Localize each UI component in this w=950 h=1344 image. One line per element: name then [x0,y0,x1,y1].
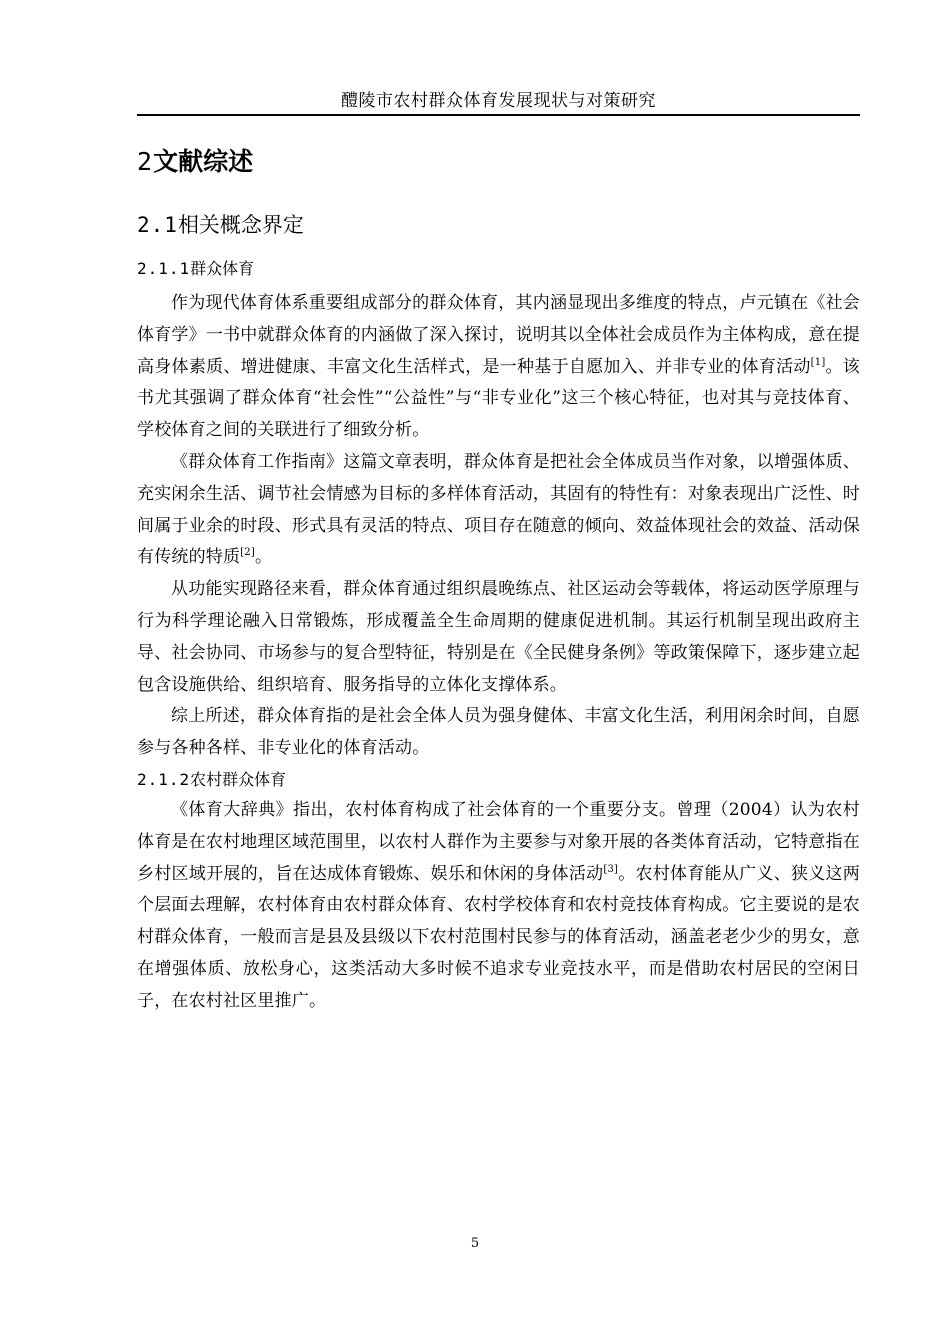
section-heading [137,208,860,242]
subsection-title: 群众体育 [190,259,255,278]
paragraph-text: 综上所述，群众体育指的是社会全体人员为强身健体、丰富文化生活，利用闲余时间，自愿参与各种各样、非专业化的体育活动。 [137,706,860,759]
section-title: 相关概念界定 [177,213,304,237]
subsection-number: 2.1.2 [137,769,191,789]
citation: [1] [810,356,826,368]
subsection-number: 2.1.1 [137,259,191,278]
subsection-title: 农村群众体育 [190,769,287,789]
chapter-heading [137,142,860,182]
paragraph-text: 《群众体育工作指南》这篇文章表明，群众体育是把社会全体成员当作对象，以增强体质、充实闲余生活、调节社会情感为目标的多样体育活动，其固有的特性有：对象表现出广泛性、时间属于业余的时段、形式具有灵活的特点、项目存在随意的倾向、效益体现社会的效益、活动保有传统的特质 [137,451,860,568]
paragraph-text: 。 [254,547,273,568]
paragraph-text: 从功能实现路径来看，群众体育通过组织晨晚练点、社区运动会等载体，将运动医学原理与行为科学理论融入日常锻炼，形成覆盖全生命周期的健康促进机制。其运行机制呈现出政府主导、社会协同、市场参与的复合型特征，特别是在《全民健身条例》等政策保障下，逐步建立起包含设施供给、组织培育、服务指导的立体化支撑体系。 [137,579,860,695]
paragraph-text: 《体育大辞典》指出，农村体育构成了社会体育的一个重要分支。曾理（2004）认为农村体育是在农村地理区域范围里，以农村人群作为主要参与对象开展的各类体育活动，它特意指在乡村区域开展的，旨在达成体育锻炼、娱乐和休闲的身体活动 [137,799,860,884]
paragraph [137,288,860,447]
citation: [2] [240,547,255,559]
paragraph [137,701,860,765]
section-number: 2.1 [137,213,178,237]
chapter-number: 2 [137,147,154,176]
paragraph [137,795,860,1018]
running-header: 醴陵市农村群众体育发展现状与对策研究 [137,88,860,116]
citation: [3] [603,863,619,875]
paragraph [137,447,860,574]
page-body [137,140,860,1018]
paragraph-text: 。农村体育能从广义、狭义这两个层面去理解，农村体育由农村群众体育、农村学校体育和农村竞技体育构成。它主要说的是农村群众体育，一般而言是县及县级以下农村范围村民参与的体育活动，涵盖老老少少的男女，意在增强体质、放松身心，这类活动大多时候不追求专业竞技水平，而是借助农村居民的空闲日子，在农村社区里推广。 [137,863,860,1011]
chapter-title: 文献综述 [153,147,254,176]
subsection-heading-1 [137,254,860,284]
paragraph [137,574,860,701]
page-number: 5 [470,1236,480,1251]
paragraph-text: 作为现代体育体系重要组成部分的群众体育，其内涵显现出多维度的特点，卢元镇在《社会体育学》一书中就群众体育的内涵做了深入探讨，说明其以全体社会成员作为主体构成，意在提高身体素质、增进健康、丰富文化生活样式，是一种基于自愿加入、并非专业的体育活动 [137,293,860,377]
subsection-heading-2 [137,765,860,795]
paragraph-text: 。该书尤其强调了群众体育“社会性”“公益性”与“非专业化”这三个核心特征，也对其与竞技体育、学校体育之间的关联进行了细致分析。 [137,356,860,441]
